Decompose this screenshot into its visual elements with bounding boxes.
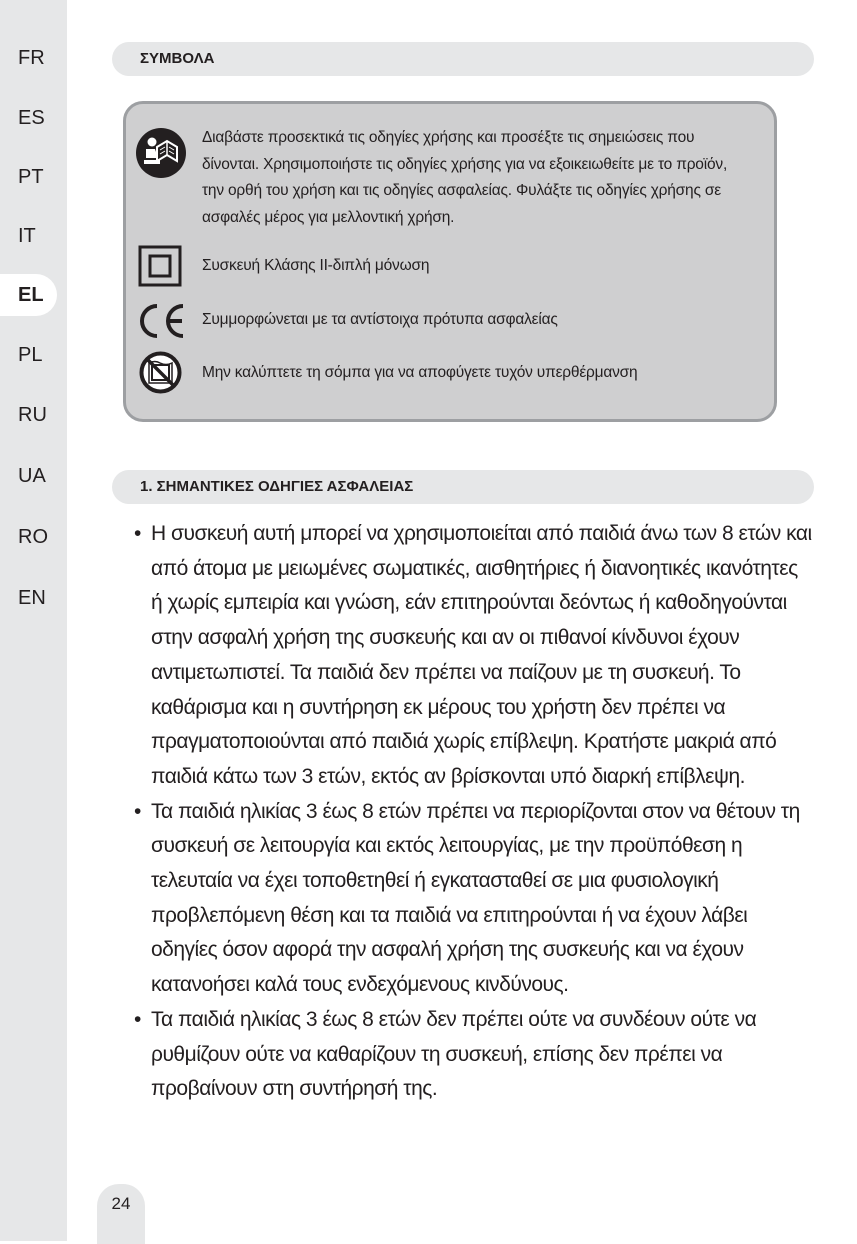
list-item: • Τα παιδιά ηλικίας 3 έως 8 ετών πρέπει να περιορίζονται στον να θέτουν τη συσκευή σε λειτουργία και εκτός λειτουργίας, με την προϋπόθεση η τελευταία να έχει τοποθετηθεί ή εγκατασταθεί σε μια φυσιολογική προβλεπόμενη θέση και τα παιδιά να επιτηρούνται ή να έχουν λάβει οδηγίες όσον αφορά την ασφαλή χρήση της συσκευής και να έχουν κατανοήσει καλά τους ενδεχόμενους κινδύνους. xyxy=(134,795,814,1003)
lang-tab-it[interactable]: IT xyxy=(18,225,36,247)
page-number-tab xyxy=(97,1184,145,1244)
lang-tab-pt[interactable]: PT xyxy=(18,166,44,188)
safety-section-header: 1. ΣΗΜΑΝΤΙΚΕΣ ΟΔΗΓΙΕΣ ΑΣΦΑΛΕΙΑΣ xyxy=(112,470,814,504)
ce-mark-text: Συμμορφώνεται με τα αντίστοιχα πρότυπα ασφαλείας xyxy=(202,311,558,328)
lang-tab-ru[interactable]: RU xyxy=(18,404,47,426)
symbols-section-header: ΣΥΜΒΟΛΑ xyxy=(112,42,814,76)
page-number: 24 xyxy=(111,1194,131,1213)
read-manual-icon xyxy=(135,127,187,179)
ce-mark-icon xyxy=(135,303,187,339)
do-not-cover-text: Μην καλύπτετε τη σόμπα για να αποφύγετε τυχόν υπερθέρμανση xyxy=(202,364,638,381)
class-ii-double-insulation-icon xyxy=(138,245,182,287)
safety-instructions-list xyxy=(134,517,814,1107)
read-manual-text: Διαβάστε προσεκτικά τις οδηγίες χρήσης και προσέξτε τις σημειώσεις που δίνονται. Χρησιμοποιήστε τις οδηγίες χρήσης για να εξοικειωθείτε με το προϊόν, την ορθή του χρήση και τις οδηγίες ασφαλείας. Φυλάξτε τις οδηγίες χρήσης σε ασφαλές μέρος για μελλοντική χρήση. xyxy=(202,129,728,226)
list-item: • Η συσκευή αυτή μπορεί να χρησιμοποιείται από παιδιά άνω των 8 ετών και από άτομα με μειωμένες σωματικές, αισθητήριες ή διανοητικές ικανότητες ή χωρίς εμπειρία και γνώση, εάν επιτηρούνται δεόντως ή καθοδηγούνται στην ασφαλή χρήση της συσκευής και αν οι πιθανοί κίνδυνοι έχουν αντιμετωπιστεί. Τα παιδιά δεν πρέπει να παίζουν με τη συσκευή. Το καθάρισμα και η συντήρηση εκ μέρους του χρήστη δεν πρέπει να πραγματοποιούνται από παιδιά χωρίς επίβλεψη. Κρατήστε μακριά από παιδιά κάτω των 3 ετών, εκτός αν βρίσκονται υπό διαρκή επίβλεψη. xyxy=(134,517,814,795)
lang-tab-fr[interactable]: FR xyxy=(18,47,45,69)
lang-tab-ro[interactable]: RO xyxy=(18,526,48,548)
lang-tab-ua[interactable]: UA xyxy=(18,465,46,487)
language-sidebar xyxy=(0,0,67,1241)
do-not-cover-icon xyxy=(138,350,183,395)
lang-tab-en[interactable]: EN xyxy=(18,587,46,609)
class-ii-text: Συσκευή Κλάσης II-διπλή μόνωση xyxy=(202,257,430,274)
lang-tab-pl[interactable]: PL xyxy=(18,344,43,366)
list-item: • Τα παιδιά ηλικίας 3 έως 8 ετών δεν πρέπει ούτε να συνδέουν ούτε να ρυθμίζουν ούτε να καθαρίζουν τη συσκευή, επίσης δεν πρέπει να προβαίνουν στη συντήρησή της. xyxy=(134,1003,814,1107)
lang-tab-el[interactable]: EL xyxy=(0,274,57,316)
lang-tab-es[interactable]: ES xyxy=(18,107,45,129)
